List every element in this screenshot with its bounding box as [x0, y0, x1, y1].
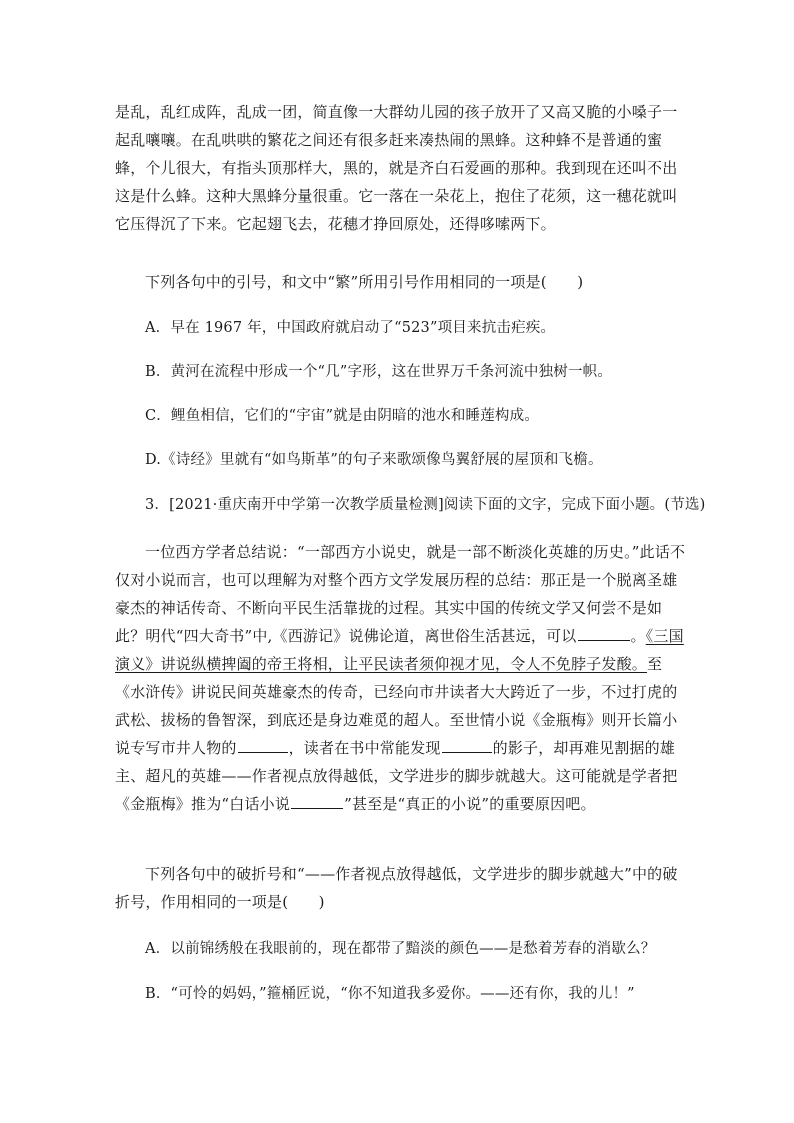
question-3-stem [115, 860, 690, 916]
passage-text: 的影子，却再难见割据的雄主、超凡的英雄——作者视点放得越低，文学进步的脚步就越大。这可能就是学者把《金瓶梅》推为“白话小说 [115, 739, 678, 813]
fill-blank-4[interactable] [291, 793, 343, 809]
fill-blank-2[interactable] [238, 737, 288, 753]
passage-text: 一位西方学者总结说：“一部西方小说史，就是一部不断淡化英雄的历史。”此话不仅对小说而言，也可以理解为对整个西方文学发展历程的总结：那正是一个脱离圣雄豪杰的神话传奇、不断向平民生活靠拢的过程。其实中国的传统文学又何尝不是如此？明代“四大奇书”中,《西游记》说佛论道，离世俗生活甚远，可以 [115, 543, 686, 645]
underlined-sentence: 《三国演义》讲说纵横捭阖的帝王将相，让平民读者须仰视才见，令人不免脖子发酸。 [115, 627, 684, 673]
question-3-passage [115, 538, 690, 818]
passage-text: 至《水浒传》讲说民间英雄豪杰的传奇，已经向市井读者大大跨近了一步，不过打虎的武松、拔杨的鲁智深，到底还是身边难觅的超人。至世情小说《金瓶梅》则开长篇小说专写市井人物的 [115, 655, 678, 757]
option-text: C．鲤鱼相信，它们的“宇宙”就是由阴暗的池水和睡莲构成。 [145, 408, 540, 424]
question-2-stem-text: 下列各句中的引号，和文中“繁”所用引号作用相同的一项是( ) [145, 273, 584, 291]
fill-blank-1[interactable] [578, 625, 630, 641]
question-2-stem [115, 268, 690, 296]
passage-text: ”甚至是“真正的小说”的重要原因吧。 [344, 795, 596, 813]
question-3-option-b [145, 983, 705, 1005]
question-2-option-c [145, 405, 705, 427]
question-3-stem-text: 下列各句中的破折号和“——作者视点放得越低，文学进步的脚步就越大”中的破折号，作用相同的一项是( ) [115, 865, 678, 911]
option-text: B．“可怜的妈妈，”箍桶匠说，“你不知道我多爱你。——还有你，我的儿！” [145, 986, 635, 1002]
fill-blank-3[interactable] [442, 737, 492, 753]
option-text: A．以前锦绣般在我眼前的，现在都带了黯淡的颜色——是愁着芳春的消歇么？ [145, 941, 656, 957]
question-3-header [145, 494, 705, 516]
question-3-header-text: 3．[2021·重庆南开中学第一次教学质量检测]阅读下面的文字，完成下面小题。(节选) [145, 497, 706, 513]
passage-text: 是乱，乱红成阵，乱成一团，简直像一大群幼儿园的孩子放开了又高又脆的小嗓子一起乱嚷嚷。在乱哄哄的繁花之间还有很多赶来凑热闹的黑蜂。这种蜂不是普通的蜜蜂，个儿很大，有指头顶那样大，黑的，就是齐白石爱画的那种。我到现在还叫不出这是什么蜂。这种大黑蜂分量很重。它一落在一朵花上，抱住了花须，这一穗花就叫它压得沉了下来。它起翅飞去，花穗才挣回原处，还得哆嗦两下。 [115, 103, 678, 233]
question-2-option-b [145, 361, 705, 383]
option-text: D.《诗经》里就有“如鸟斯革”的句子来歌颂像鸟翼舒展的屋顶和飞檐。 [145, 452, 603, 468]
passage-paragraph [115, 98, 690, 238]
passage-text: 。 [630, 627, 646, 645]
question-2-option-a [145, 317, 705, 339]
option-text: B．黄河在流程中形成一个“几”字形，这在世界万千条河流中独树一帜。 [145, 364, 613, 380]
passage-text: ，读者在书中常能发现 [288, 739, 441, 757]
question-3-option-a [145, 938, 705, 960]
option-text: A．早在 1967 年，中国政府就启动了“523”项目来抗击疟疾。 [145, 320, 556, 336]
question-2-option-d [145, 449, 705, 471]
